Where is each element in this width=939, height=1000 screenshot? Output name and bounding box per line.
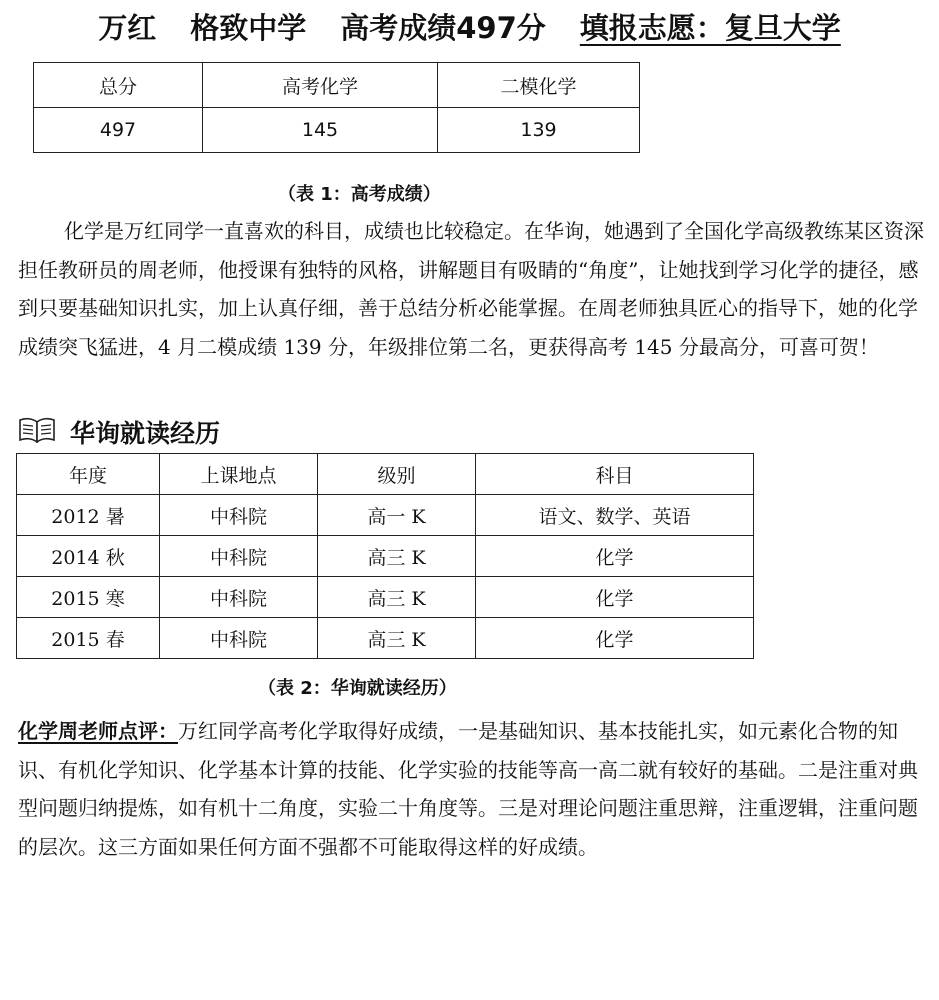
location-cell: 中科院 (160, 618, 318, 659)
open-book-icon (18, 417, 56, 447)
application-choice: 填报志愿：复旦大学 (579, 10, 841, 45)
table-row (17, 577, 754, 618)
history-table (16, 453, 754, 659)
subject-cell: 化学 (476, 536, 754, 577)
subject-cell: 语文、数学、英语 (476, 495, 754, 536)
header-cell: 高考化学 (203, 63, 438, 108)
score-table-value-row (34, 108, 640, 153)
score-table-header-row (34, 63, 640, 108)
header-cell: 年度 (17, 454, 160, 495)
header-cell: 上课地点 (160, 454, 318, 495)
comment-text: 万红同学高考化学取得好成绩，一是基础知识、基本技能扎实，如元素化合物的知识、有机化学知识、化学基本计算的技能、化学实验的技能等高一高二就有较好的基础。二是注重对典型问题归纳提炼，如有机十二角度，实验二十角度等。三是对理论问题注重思辩，注重逻辑，注重问题的层次。这三方面如果任何方面不强都不可能取得这样的好成绩。 (18, 719, 918, 859)
header-cell: 科目 (476, 454, 754, 495)
header-cell: 级别 (318, 454, 476, 495)
value-cell: 145 (203, 108, 438, 153)
year-cell: 2015 春 (17, 618, 160, 659)
subject-cell: 化学 (476, 577, 754, 618)
subject-cell: 化学 (476, 618, 754, 659)
header-cell: 总分 (34, 63, 203, 108)
student-name: 万红 (98, 10, 157, 45)
value-cell: 139 (438, 108, 640, 153)
year-cell: 2015 寒 (17, 577, 160, 618)
location-cell: 中科院 (160, 495, 318, 536)
header-cell: 二模化学 (438, 63, 640, 108)
level-cell: 高一 K (318, 495, 476, 536)
section-title: 华询就读经历 (70, 419, 221, 448)
year-cell: 2014 秋 (17, 536, 160, 577)
comment-label: 化学周老师点评： (18, 719, 178, 743)
level-cell: 高三 K (318, 618, 476, 659)
exam-score: 高考成绩497分 (340, 10, 546, 45)
location-cell: 中科院 (160, 536, 318, 577)
table-row (17, 536, 754, 577)
school-name: 格致中学 (190, 10, 307, 45)
teacher-comment (18, 712, 936, 866)
location-cell: 中科院 (160, 577, 318, 618)
page-title (0, 6, 939, 46)
score-table-caption: （表 1：高考成绩） (278, 184, 441, 205)
table-row (17, 495, 754, 536)
level-cell: 高三 K (318, 536, 476, 577)
intro-paragraph: 化学是万红同学一直喜欢的科目，成绩也比较稳定。在华询，她遇到了全国化学高级教练某区资深担任教研员的周老师，他授课有独特的风格，讲解题目有吸睛的“角度”，让她找到学习化学的捷径，感到只要基础知识扎实，加上认真仔细，善于总结分析必能掌握。在周老师独具匠心的指导下，她的化学成绩突飞猛进，4 月二模成绩 139 分，年级排位第二名，更获得高考 145 分最高分，可喜可贺！ (18, 219, 924, 359)
score-table (33, 62, 640, 153)
history-table-header-row (17, 454, 754, 495)
value-cell: 497 (34, 108, 203, 153)
table-row (17, 618, 754, 659)
level-cell: 高三 K (318, 577, 476, 618)
section-heading (18, 414, 220, 450)
year-cell: 2012 暑 (17, 495, 160, 536)
history-table-caption: （表 2：华询就读经历） (258, 678, 457, 699)
